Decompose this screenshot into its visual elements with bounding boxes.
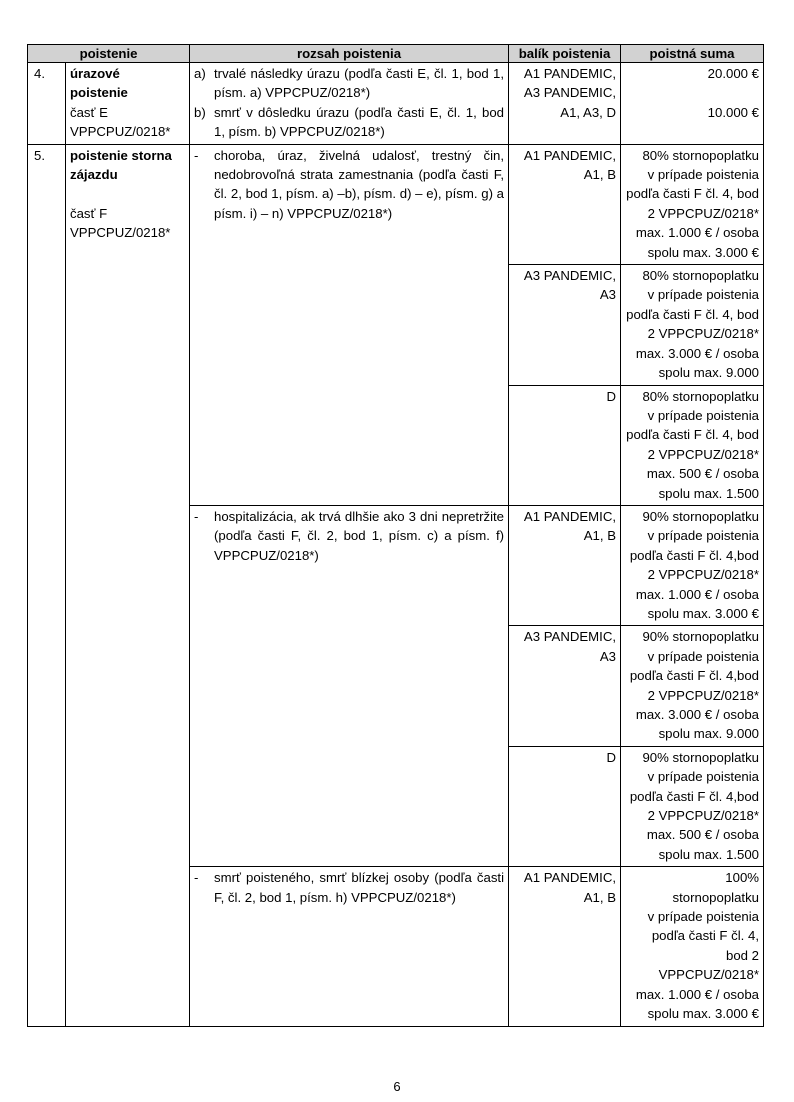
- sum-line: 2 VPPCPUZ/0218*: [647, 687, 760, 703]
- sum-line: v prípade poistenia: [647, 769, 760, 785]
- row5-g1-r2-package: [509, 265, 621, 385]
- row5-g2-r2-package: [509, 626, 621, 746]
- sum-line: spolu max. 1.500: [658, 485, 760, 501]
- sum-line: 2 VPPCPUZ/0218*: [647, 326, 760, 342]
- row4-scope-item-b: [194, 103, 504, 142]
- row4-name-line2: poistenie: [70, 85, 128, 101]
- sum-line: 2 VPPCPUZ/0218*: [647, 567, 760, 583]
- package-line: D: [606, 749, 617, 765]
- row5-scope-group3-mark: -: [194, 870, 199, 886]
- row4-scope: [190, 63, 509, 145]
- sum-line: bod 2: [726, 947, 760, 963]
- sum-line: 2 VPPCPUZ/0218*: [647, 205, 760, 221]
- row4-scope-item-b-text: smrť v dôsledku úrazu (podľa časti E, čl. 1, bod 1, písm. b) VPPCPUZ/0218*): [214, 104, 505, 140]
- sum-line: podľa časti F čl. 4,: [651, 928, 760, 944]
- row5-scope-group1-text: choroba, úraz, živelná udalosť, trestný čin, nedobrovoľná strata zamestnania (podľa časti F, čl. 2, bod 1, písm. a) –b), písm. d) – e), písm. g) a písm. i) – n) VPPCPUZ/0218*): [214, 147, 505, 221]
- row4-package-line2: A3 PANDEMIC,: [523, 85, 617, 101]
- row4-package-line1: A1 PANDEMIC,: [523, 66, 617, 81]
- row4-insurance-name: [66, 63, 190, 145]
- package-line: A3 PANDEMIC,: [523, 268, 617, 284]
- row5-g1-r1-sum: [621, 144, 764, 264]
- package-line: A1 PANDEMIC,: [523, 870, 617, 886]
- row5-scope-group1-mark: -: [194, 147, 199, 163]
- row5-scope-group3-text: smrť poisteného, smrť blízkej osoby (podľa časti F, čl. 2, bod 1, písm. h) VPPCPUZ/0218*): [214, 870, 505, 905]
- table-row-5-g1-r1: [28, 144, 764, 264]
- sum-line: max. 1.000 € / osoba: [635, 225, 760, 241]
- row5-g2-r1-sum: [621, 505, 764, 625]
- row5-g2-r3-sum: [621, 746, 764, 866]
- sum-line: 80% stornopoplatku: [642, 268, 760, 284]
- sum-line: v prípade poistenia: [647, 167, 760, 183]
- row5-scope-group2: [190, 505, 509, 866]
- sum-line: v prípade poistenia: [647, 909, 760, 925]
- sum-line: 90% stornopoplatku: [642, 629, 760, 645]
- sum-line: stornopoplatku: [672, 889, 760, 905]
- row5-name-line2: zájazdu: [70, 167, 118, 183]
- row5-g1-r1-package: [509, 144, 621, 264]
- sum-line: max. 3.000 € / osoba: [635, 707, 760, 722]
- sum-line: v prípade poistenia: [647, 528, 760, 544]
- sum-line: max. 1.000 € / osoba: [635, 586, 760, 602]
- row4-sum-b: 10.000 €: [707, 104, 760, 120]
- package-line: A3: [599, 648, 617, 664]
- package-line: A3 PANDEMIC,: [523, 629, 617, 645]
- row5-scope-group3-item: [194, 868, 504, 907]
- sum-line: 90% stornopoplatku: [642, 749, 760, 765]
- sum-line: spolu max. 3.000 €: [647, 244, 760, 260]
- row4-part-line1: časť E: [70, 104, 108, 120]
- row4-sum-a: 20.000 €: [707, 66, 760, 81]
- sum-line: v prípade poistenia: [647, 407, 760, 423]
- row5-g1-r3-package: [509, 385, 621, 505]
- sum-line: VPPCPUZ/0218*: [658, 967, 760, 983]
- row5-part-line2: VPPCPUZ/0218*: [70, 225, 171, 241]
- sum-line: spolu max. 3.000 €: [647, 605, 760, 621]
- row5-g3-r1-sum: [621, 867, 764, 1026]
- sum-line: max. 3.000 € / osoba: [635, 345, 760, 361]
- table-row-4: [28, 63, 764, 145]
- table-header-row: [28, 45, 764, 63]
- sum-line: 100%: [725, 870, 760, 886]
- row5-g2-r1-package: [509, 505, 621, 625]
- sum-line: spolu max. 1.500: [658, 846, 760, 862]
- sum-line: podľa časti F čl. 4, bod: [626, 306, 760, 322]
- row5-scope-group1: [190, 144, 509, 505]
- package-line: A1 PANDEMIC,: [523, 147, 617, 163]
- sum-line: spolu max. 9.000: [658, 365, 760, 381]
- row4-scope-item-b-mark: b): [194, 104, 206, 120]
- header-poistenie: poistenie: [28, 45, 190, 63]
- row5-g2-r2-sum: [621, 626, 764, 746]
- sum-line: max. 1.000 € / osoba: [635, 986, 760, 1002]
- row5-g1-r2-sum: [621, 265, 764, 385]
- row5-number: 5.: [28, 144, 66, 1026]
- row4-scope-item-a: [194, 64, 504, 103]
- row5-part-line1: časť F: [70, 205, 108, 221]
- row5-name-line1: poistenie storna: [70, 147, 172, 163]
- row5-insurance-name: [66, 144, 190, 1026]
- package-line: A1, B: [583, 167, 617, 183]
- sum-line: 80% stornopoplatku: [642, 388, 760, 404]
- header-poistna-suma: poistná suma: [621, 45, 764, 63]
- sum-line: spolu max. 9.000: [658, 726, 760, 742]
- package-line: A1, B: [583, 528, 617, 544]
- sum-line: max. 500 € / osoba: [646, 827, 760, 843]
- row5-g2-r3-package: [509, 746, 621, 866]
- row5-g1-r3-sum: [621, 385, 764, 505]
- sum-line: 90% stornopoplatku: [642, 508, 760, 524]
- package-line: A3: [599, 287, 617, 303]
- row5-scope-group2-mark: -: [194, 508, 199, 524]
- page-number: 6: [393, 1079, 401, 1094]
- row4-name-line1: úrazové: [70, 66, 120, 81]
- row5-scope-group2-text: hospitalizácia, ak trvá dlhšie ako 3 dni nepretržite (podľa časti F, čl. 2, bod 1, písm. c) a písm. f) VPPCPUZ/0218*): [214, 508, 505, 563]
- row5-scope-group3: [190, 867, 509, 1026]
- sum-line: v prípade poistenia: [647, 648, 760, 664]
- row4-sums: [621, 63, 764, 145]
- package-line: A1, B: [583, 889, 617, 905]
- package-line: D: [606, 388, 617, 404]
- sum-line: podľa časti F čl. 4,bod: [629, 788, 760, 804]
- row5-g3-r1-package: [509, 867, 621, 1026]
- row5-scope-group2-item: [194, 507, 504, 565]
- row4-number: 4.: [28, 63, 66, 145]
- sum-line: spolu max. 3.000 €: [647, 1006, 760, 1022]
- header-balik-poistenia: balík poistenia: [509, 45, 621, 63]
- row4-part-line2: VPPCPUZ/0218*: [70, 124, 171, 140]
- header-rozsah-poistenia: rozsah poistenia: [190, 45, 509, 63]
- row4-scope-item-a-text: trvalé následky úrazu (podľa časti E, čl. 1, bod 1, písm. a) VPPCPUZ/0218*): [214, 66, 505, 101]
- sum-line: podľa časti F čl. 4, bod: [626, 427, 760, 443]
- sum-line: v prípade poistenia: [647, 287, 760, 303]
- insurance-table: [27, 44, 764, 1027]
- package-line: A1 PANDEMIC,: [523, 508, 617, 524]
- row4-packages: [509, 63, 621, 145]
- row4-package-line3: A1, A3, D: [560, 104, 617, 120]
- sum-line: podľa časti F čl. 4,bod: [629, 547, 760, 563]
- sum-line: max. 500 € / osoba: [646, 466, 760, 482]
- row5-scope-group1-item: [194, 146, 504, 224]
- sum-line: 2 VPPCPUZ/0218*: [647, 808, 760, 824]
- sum-line: 2 VPPCPUZ/0218*: [647, 446, 760, 462]
- row4-scope-item-a-mark: a): [194, 66, 206, 81]
- sum-line: 80% stornopoplatku: [642, 147, 760, 163]
- sum-line: podľa časti F čl. 4,bod: [629, 668, 760, 684]
- sum-line: podľa časti F čl. 4, bod: [626, 186, 760, 202]
